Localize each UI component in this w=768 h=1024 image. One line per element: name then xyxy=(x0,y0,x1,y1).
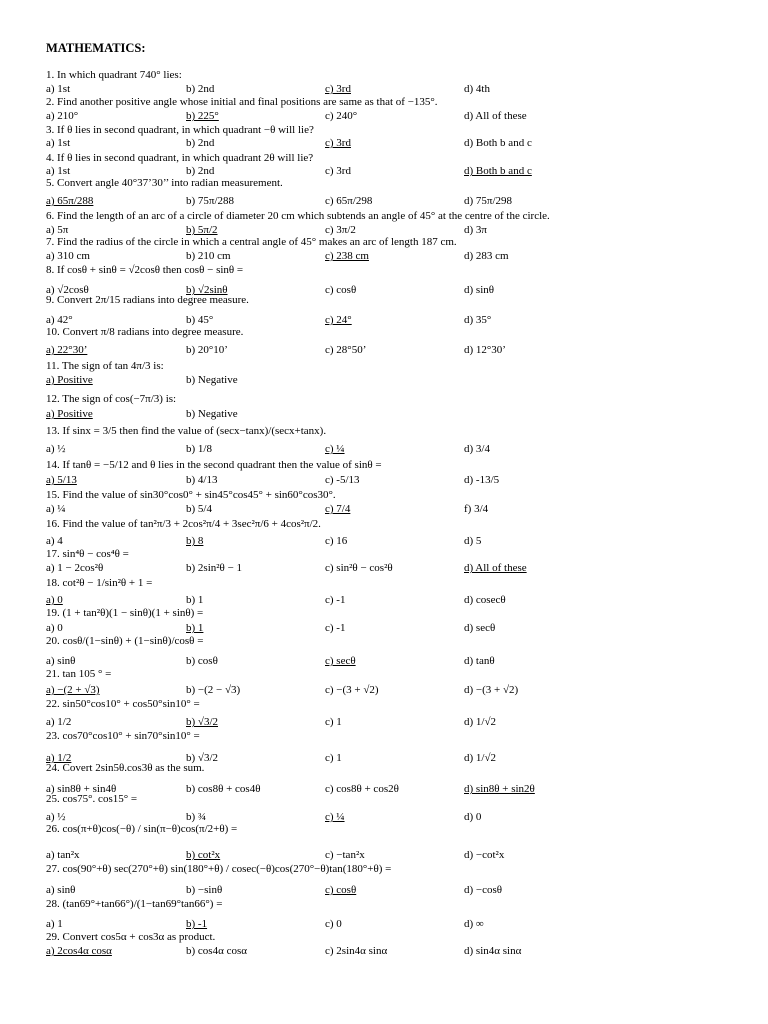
answer-option: c) cosθ xyxy=(325,884,357,896)
answer-option: a) 1/2 xyxy=(46,752,72,764)
question-text: 7. Find the radius of the circle in which a central angle of 45° makes an arc of length 187 cm. xyxy=(46,236,457,248)
question-text: 19. (1 + tan²θ)(1 − sinθ)(1 + sinθ) = xyxy=(46,607,204,619)
answer-option: a) tan²x xyxy=(46,849,80,861)
answer-option: a) 22°30’ xyxy=(46,344,88,356)
question-text: 9. Convert 2π/15 radians into degree measure. xyxy=(46,294,249,306)
answer-option: c) ¼ xyxy=(325,811,345,823)
answer-option: b) 2nd xyxy=(186,137,215,149)
answer-option: f) 3/4 xyxy=(464,503,489,515)
answer-option: c) cos8θ + cos2θ xyxy=(325,783,399,795)
answer-option: d) −cot²x xyxy=(464,849,505,861)
answer-option: d) 3π xyxy=(464,224,487,236)
answer-option: b) 45° xyxy=(186,314,214,326)
question-text: 18. cot²θ − 1/sin²θ + 1 = xyxy=(46,577,153,589)
question-text: 27. cos(90°+θ) sec(270°+θ) sin(180°+θ) / cosec(−θ)cos(270°−θ)tan(180°+θ) = xyxy=(46,863,392,875)
answer-option: b) cot²x xyxy=(186,849,221,861)
answer-option: c) 2sin4α sinα xyxy=(325,945,388,957)
question-text: 12. The sign of cos(−7π/3) is: xyxy=(46,393,177,405)
answer-option: d) tanθ xyxy=(464,655,495,667)
question-text: 15. Find the value of sin30°cos0° + sin45°cos45° + sin60°cos30°. xyxy=(46,489,336,501)
answer-option: d) 4th xyxy=(464,83,490,95)
answer-option: b) 1 xyxy=(186,594,204,606)
answer-option: d) −cosθ xyxy=(464,884,503,896)
answer-option: a) ½ xyxy=(46,811,66,823)
answer-option: d) 283 cm xyxy=(464,250,509,262)
answer-option: b) 75π/288 xyxy=(186,195,235,207)
answer-option: c) 3rd xyxy=(325,137,351,149)
answer-option: a) −(2 + √3) xyxy=(46,684,100,696)
answer-option: c) 3rd xyxy=(325,83,351,95)
answer-option: a) Positive xyxy=(46,408,93,420)
answer-option: d) sin8θ + sin2θ xyxy=(464,783,535,795)
answer-option: c) 28°50’ xyxy=(325,344,367,356)
question-text: 4. If θ lies in second quadrant, in which quadrant 2θ will lie? xyxy=(46,152,314,164)
answer-option: a) 310 cm xyxy=(46,250,90,262)
question-text: 2. Find another positive angle whose initial and final positions are same as that of −135°. xyxy=(46,96,438,108)
answer-option: c) cosθ xyxy=(325,284,357,296)
answer-option: c) 7/4 xyxy=(325,503,351,515)
answer-option: a) 1 − 2cos²θ xyxy=(46,562,104,574)
answer-option: a) 1st xyxy=(46,165,71,177)
answer-option: c) ¼ xyxy=(325,443,345,455)
answer-option: d) All of these xyxy=(464,110,527,122)
answer-option: a) ½ xyxy=(46,443,66,455)
answer-option: c) 3π/2 xyxy=(325,224,356,236)
answer-option: b) √2sinθ xyxy=(186,284,228,296)
answer-option: a) 0 xyxy=(46,594,63,606)
answer-option: a) sinθ xyxy=(46,884,76,896)
question-text: 26. cos(π+θ)cos(−θ) / sin(π−θ)cos(π/2+θ) = xyxy=(46,823,238,835)
answer-option: b) 210 cm xyxy=(186,250,231,262)
answer-option: d) sinθ xyxy=(464,284,495,296)
answer-option: d) 12°30’ xyxy=(464,344,506,356)
question-text: 6. Find the length of an arc of a circle of diameter 20 cm which subtends an angle of 45° at the centre of the circle. xyxy=(46,210,550,222)
answer-option: b) cos4α cosα xyxy=(186,945,248,957)
question-text: 3. If θ lies in second quadrant, in which quadrant −θ will lie? xyxy=(46,124,314,136)
answer-option: d) 1/√2 xyxy=(464,716,497,728)
answer-option: a) 210° xyxy=(46,110,79,122)
question-text: 10. Convert π/8 radians into degree measure. xyxy=(46,326,244,338)
answer-option: c) secθ xyxy=(325,655,356,667)
question-text: 8. If cosθ + sinθ = √2cosθ then cosθ − sinθ = xyxy=(46,264,244,276)
answer-option: b) 1 xyxy=(186,622,204,634)
answer-option: a) 4 xyxy=(46,535,63,547)
page-title: MATHEMATICS: xyxy=(46,41,146,55)
answer-option: b) 225° xyxy=(186,110,219,122)
answer-option: a) Positive xyxy=(46,374,93,386)
answer-option: b) Negative xyxy=(186,408,238,420)
question-text: 28. (tan69°+tan66°)/(1−tan69°tan66°) = xyxy=(46,898,223,910)
answer-option: b) −sinθ xyxy=(186,884,223,896)
answer-option: c) −tan²x xyxy=(325,849,365,861)
answer-option: b) Negative xyxy=(186,374,238,386)
answer-option: a) 1st xyxy=(46,137,71,149)
answer-option: b) cosθ xyxy=(186,655,218,667)
answer-option: a) sinθ xyxy=(46,655,76,667)
question-text: 21. tan 105 ° = xyxy=(46,668,112,680)
answer-option: d) Both b and c xyxy=(464,137,532,149)
answer-option: d) 75π/298 xyxy=(464,195,513,207)
question-text: 14. If tanθ = −5/12 and θ lies in the second quadrant then the value of sinθ = xyxy=(46,459,382,471)
answer-option: d) Both b and c xyxy=(464,165,532,177)
answer-option: c) 1 xyxy=(325,752,342,764)
answer-option: b) 5/4 xyxy=(186,503,212,515)
answer-option: c) 3rd xyxy=(325,165,351,177)
answer-option: d) 0 xyxy=(464,811,482,823)
answer-option: b) -1 xyxy=(186,918,208,930)
answer-option: c) 240° xyxy=(325,110,358,122)
question-text: 13. If sinx = 3/5 then find the value of (secx−tanx)/(secx+tanx). xyxy=(46,425,327,437)
answer-option: a) 0 xyxy=(46,622,63,634)
answer-option: a) ¼ xyxy=(46,503,66,515)
answer-option: d) 3/4 xyxy=(464,443,490,455)
answer-option: c) 16 xyxy=(325,535,348,547)
answer-option: b) ¾ xyxy=(186,811,207,823)
answer-option: a) √2cosθ xyxy=(46,284,89,296)
answer-option: d) All of these xyxy=(464,562,527,574)
answer-option: b) 4/13 xyxy=(186,474,218,486)
answer-option: c) 1 xyxy=(325,716,342,728)
question-text: 24. Covert 2sin5θ.cos3θ as the sum. xyxy=(46,762,205,774)
answer-option: c) sin²θ − cos²θ xyxy=(325,562,393,574)
answer-option: b) 2nd xyxy=(186,165,215,177)
question-text: 5. Convert angle 40°37’30’’ into radian measurement. xyxy=(46,177,283,189)
answer-option: a) 42° xyxy=(46,314,73,326)
answer-option: b) 1/8 xyxy=(186,443,212,455)
answer-option: d) cosecθ xyxy=(464,594,506,606)
answer-option: d) ∞ xyxy=(464,918,484,930)
answer-option: c) −(3 + √2) xyxy=(325,684,379,696)
answer-option: b) 2nd xyxy=(186,83,215,95)
question-text: 23. cos70°cos10° + sin70°sin10° = xyxy=(46,730,200,742)
answer-option: b) √3/2 xyxy=(186,752,219,764)
answer-option: a) 1/2 xyxy=(46,716,72,728)
answer-option: d) secθ xyxy=(464,622,496,634)
answer-option: d) 1/√2 xyxy=(464,752,497,764)
answer-option: b) cos8θ + cos4θ xyxy=(186,783,261,795)
question-text: 16. Find the value of tan²π/3 + 2cos²π/4 + 3sec²π/6 + 4cos²π/2. xyxy=(46,518,321,530)
answer-option: b) √3/2 xyxy=(186,716,219,728)
answer-option: a) 1 xyxy=(46,918,63,930)
question-text: 20. cosθ/(1−sinθ) + (1−sinθ)/cosθ = xyxy=(46,635,204,647)
answer-option: b) 20°10’ xyxy=(186,344,228,356)
answer-option: b) 8 xyxy=(186,535,204,547)
answer-option: a) 1st xyxy=(46,83,71,95)
answer-option: b) 5π/2 xyxy=(186,224,218,236)
question-text: 25. cos75°. cos15° = xyxy=(46,793,138,805)
answer-option: d) 35° xyxy=(464,314,492,326)
question-text: 22. sin50°cos10° + cos50°sin10° = xyxy=(46,698,200,710)
question-text: 29. Convert cos5α + cos3α as product. xyxy=(46,931,216,943)
answer-option: c) 24° xyxy=(325,314,352,326)
question-text: 17. sin⁴θ − cos⁴θ = xyxy=(46,548,129,560)
question-text: 1. In which quadrant 740° lies: xyxy=(46,69,182,81)
answer-option: a) 5/13 xyxy=(46,474,77,486)
answer-option: d) -13/5 xyxy=(464,474,500,486)
answer-option: b) 2sin²θ − 1 xyxy=(186,562,243,574)
answer-option: d) sin4α sinα xyxy=(464,945,522,957)
answer-option: a) 5π xyxy=(46,224,69,236)
answer-option: c) 0 xyxy=(325,918,342,930)
answer-option: c) 238 cm xyxy=(325,250,369,262)
answer-option: a) 65π/288 xyxy=(46,195,94,207)
answer-option: a) 2cos4α cosα xyxy=(46,945,112,957)
answer-option: b) −(2 − √3) xyxy=(186,684,241,696)
answer-option: c) -5/13 xyxy=(325,474,360,486)
answer-option: c) -1 xyxy=(325,622,346,634)
answer-option: d) 5 xyxy=(464,535,482,547)
question-text: 11. The sign of tan 4π/3 is: xyxy=(46,360,164,372)
answer-option: a) sin8θ + sin4θ xyxy=(46,783,117,795)
answer-option: d) −(3 + √2) xyxy=(464,684,519,696)
answer-option: c) -1 xyxy=(325,594,346,606)
answer-option: c) 65π/298 xyxy=(325,195,373,207)
